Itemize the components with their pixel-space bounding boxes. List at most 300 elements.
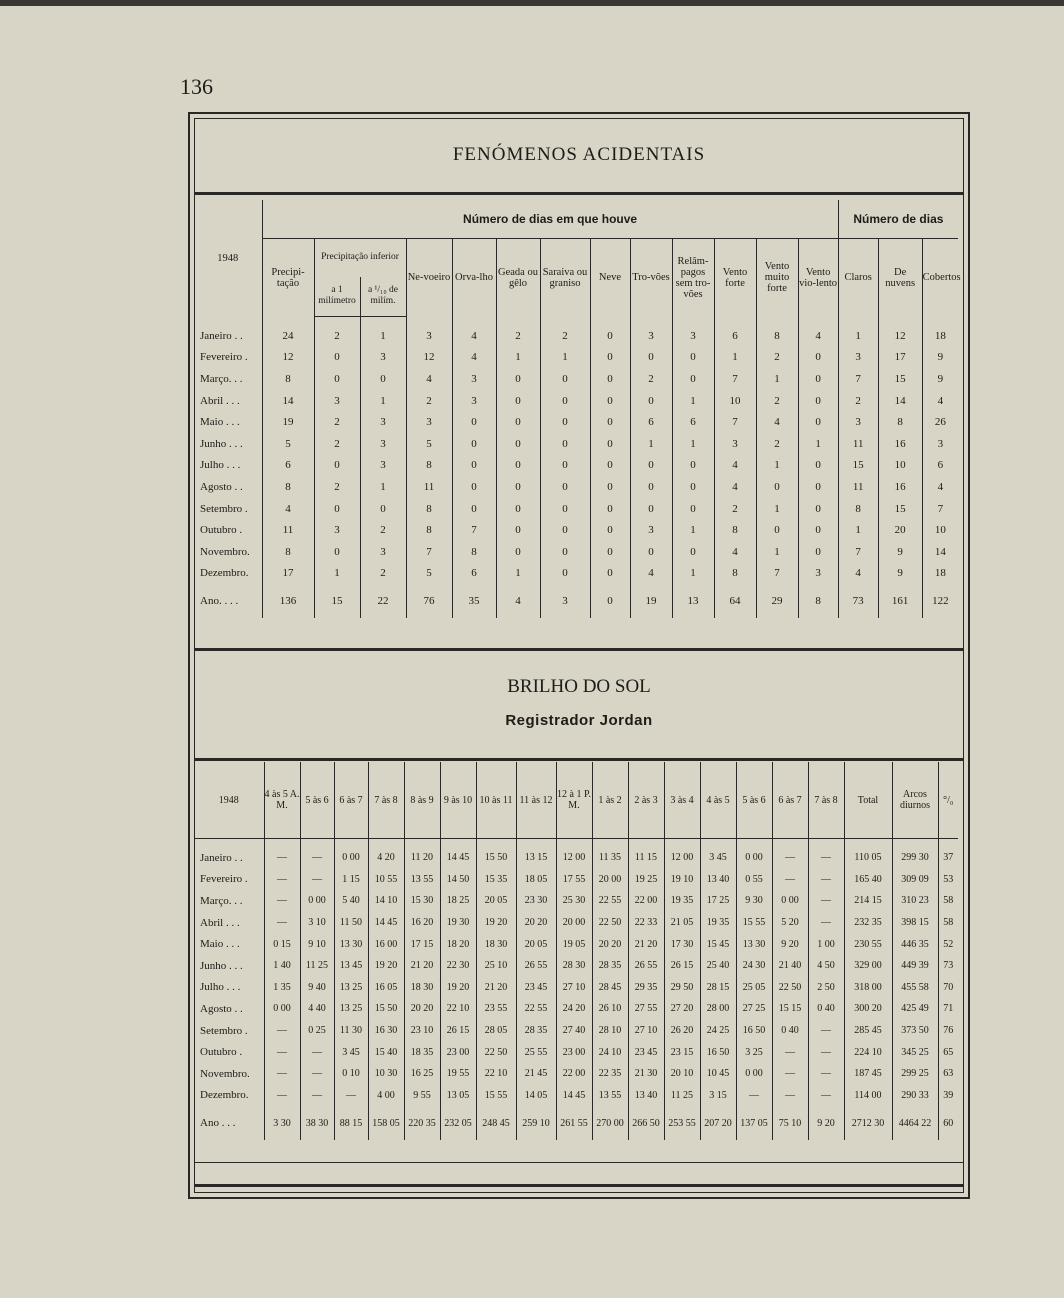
table-cell: 11 20 bbox=[404, 847, 440, 869]
table-cell: 3 bbox=[360, 411, 406, 433]
table-cell: 0 bbox=[314, 541, 360, 563]
year-header: 1948 bbox=[217, 252, 239, 264]
table-cell: 38 30 bbox=[300, 1106, 334, 1140]
table-cell: — bbox=[772, 869, 808, 891]
table-cell: 0 bbox=[756, 476, 798, 498]
table-cell: 22 30 bbox=[440, 955, 476, 977]
table-cell: 18 35 bbox=[404, 1041, 440, 1063]
table-cell: 16 50 bbox=[700, 1041, 736, 1063]
table-cell: 28 35 bbox=[516, 1020, 556, 1042]
table-cell: 0 bbox=[756, 519, 798, 541]
table-cell: 0 bbox=[452, 498, 496, 520]
table-cell: 4 bbox=[452, 347, 496, 369]
table-cell: 0 bbox=[590, 368, 630, 390]
table-cell: 4 bbox=[798, 325, 838, 347]
table-cell: 12 00 bbox=[664, 847, 700, 869]
row-label: Fevereiro . bbox=[200, 873, 248, 886]
table-cell: 0 bbox=[798, 476, 838, 498]
table-cell: 0 bbox=[590, 563, 630, 585]
table-cell: 3 bbox=[540, 584, 590, 618]
table-cell: 0 bbox=[360, 498, 406, 520]
table-row bbox=[194, 869, 958, 891]
table-cell: 14 45 bbox=[440, 847, 476, 869]
table-cell: 15 15 bbox=[772, 998, 808, 1020]
table-cell: — bbox=[808, 1085, 844, 1107]
table-cell: 232 05 bbox=[440, 1106, 476, 1140]
table-cell: 1 bbox=[496, 347, 540, 369]
table-cell: 6 bbox=[630, 411, 672, 433]
row-label: Maio . . . bbox=[200, 938, 240, 951]
table-cell: 1 bbox=[672, 519, 714, 541]
table-cell: 1 bbox=[672, 433, 714, 455]
table-cell: 0 bbox=[452, 476, 496, 498]
table-cell: 8 bbox=[756, 325, 798, 347]
table-cell: 0 bbox=[590, 347, 630, 369]
table-row bbox=[194, 455, 958, 477]
table-cell: 0 10 bbox=[334, 1063, 368, 1085]
table-cell: 4464 22 bbox=[892, 1106, 938, 1140]
table-cell: 15 bbox=[878, 368, 922, 390]
table-cell: 16 50 bbox=[736, 1020, 772, 1042]
table-cell: 23 00 bbox=[556, 1041, 592, 1063]
table-cell: 12 bbox=[262, 347, 314, 369]
table-cell: 3 10 bbox=[300, 912, 334, 934]
table-cell: 88 15 bbox=[334, 1106, 368, 1140]
table-cell: 14 bbox=[922, 541, 958, 563]
table-cell: 25 30 bbox=[556, 890, 592, 912]
table-cell: 13 55 bbox=[404, 869, 440, 891]
table-cell: 24 25 bbox=[700, 1020, 736, 1042]
table-cell: 4 bbox=[922, 476, 958, 498]
col-header: Precipi-tação bbox=[262, 239, 314, 317]
table-cell: 1 bbox=[756, 498, 798, 520]
table-row bbox=[194, 1020, 958, 1042]
table-cell: 13 05 bbox=[440, 1085, 476, 1107]
group-header-days-with: Número de dias em que houve bbox=[262, 200, 838, 239]
table-cell: 19 bbox=[262, 411, 314, 433]
row-label: Novembro. bbox=[200, 545, 250, 558]
table-cell: 52 bbox=[938, 933, 958, 955]
table-cell: 76 bbox=[938, 1020, 958, 1042]
table-cell: 26 15 bbox=[440, 1020, 476, 1042]
table-cell: 114 00 bbox=[844, 1085, 892, 1107]
table-cell: 0 40 bbox=[772, 1020, 808, 1042]
table-cell: — bbox=[264, 890, 300, 912]
table-cell: 4 20 bbox=[368, 847, 404, 869]
table-cell: 4 bbox=[714, 541, 756, 563]
col-header: Relâm-pagos sem tro-vões bbox=[672, 239, 714, 317]
table-cell: 15 50 bbox=[476, 847, 516, 869]
table-cell: 58 bbox=[938, 912, 958, 934]
table-row bbox=[194, 1041, 958, 1063]
col-header: 8 às 9 bbox=[404, 762, 440, 839]
table-row bbox=[194, 433, 958, 455]
table-cell: 13 25 bbox=[334, 977, 368, 999]
table-cell: 3 bbox=[406, 411, 452, 433]
table-cell: 3 bbox=[714, 433, 756, 455]
table-cell: 4 40 bbox=[300, 998, 334, 1020]
table-cell: 9 20 bbox=[772, 933, 808, 955]
table-cell: 7 bbox=[922, 498, 958, 520]
table-cell: 28 10 bbox=[592, 1020, 628, 1042]
table-cell: 20 00 bbox=[556, 912, 592, 934]
table-cell: 13 40 bbox=[628, 1085, 664, 1107]
table-cell: 9 55 bbox=[404, 1085, 440, 1107]
table-cell: 23 00 bbox=[440, 1041, 476, 1063]
table-cell: 19 35 bbox=[700, 912, 736, 934]
table-cell: 9 bbox=[878, 563, 922, 585]
table-cell: 17 bbox=[262, 563, 314, 585]
table-cell: 65 bbox=[938, 1041, 958, 1063]
table-cell: 4 00 bbox=[368, 1085, 404, 1107]
table-cell: 11 bbox=[838, 433, 878, 455]
table-cell: — bbox=[808, 1063, 844, 1085]
table-cell: 161 bbox=[878, 584, 922, 618]
table-cell: 13 15 bbox=[516, 847, 556, 869]
fenomenos-table bbox=[194, 200, 961, 618]
table-cell: 28 30 bbox=[556, 955, 592, 977]
table-cell: — bbox=[808, 869, 844, 891]
table-cell: 18 05 bbox=[516, 869, 556, 891]
table-cell: 2 bbox=[714, 498, 756, 520]
col-header: Tro-vões bbox=[630, 239, 672, 317]
table-cell: 0 bbox=[798, 519, 838, 541]
col-header: Neve bbox=[590, 239, 630, 317]
col-header: Orva-lho bbox=[452, 239, 496, 317]
table-cell: 10 bbox=[714, 390, 756, 412]
table-cell: 4 bbox=[262, 498, 314, 520]
table-cell: 425 49 bbox=[892, 998, 938, 1020]
table-cell: 0 bbox=[798, 368, 838, 390]
table-cell: 21 20 bbox=[628, 933, 664, 955]
table-cell: 73 bbox=[938, 955, 958, 977]
table-cell: 1 bbox=[496, 563, 540, 585]
table-cell: 9 bbox=[922, 368, 958, 390]
table-cell: 11 15 bbox=[628, 847, 664, 869]
table-cell: 8 bbox=[878, 411, 922, 433]
table-cell: 27 40 bbox=[556, 1020, 592, 1042]
table-cell: 1 00 bbox=[808, 933, 844, 955]
table-cell: 455 58 bbox=[892, 977, 938, 999]
table-cell: 1 bbox=[540, 347, 590, 369]
row-label: Julho . . . bbox=[200, 981, 241, 994]
table-cell: 7 bbox=[714, 411, 756, 433]
col-header: 5 às 6 bbox=[300, 762, 334, 839]
table-cell: 1 bbox=[672, 563, 714, 585]
table-cell: 1 15 bbox=[334, 869, 368, 891]
table-cell: 14 10 bbox=[368, 890, 404, 912]
row-label: Outubro . bbox=[200, 524, 243, 537]
table-cell: 0 00 bbox=[334, 847, 368, 869]
table-cell: 24 30 bbox=[736, 955, 772, 977]
table-cell: 345 25 bbox=[892, 1041, 938, 1063]
table-cell: — bbox=[264, 1020, 300, 1042]
table-cell: 24 20 bbox=[556, 998, 592, 1020]
table-cell: 21 30 bbox=[628, 1063, 664, 1085]
table-cell: 137 05 bbox=[736, 1106, 772, 1140]
table-cell: 8 bbox=[262, 541, 314, 563]
table-cell: 300 20 bbox=[844, 998, 892, 1020]
table-cell: 0 bbox=[672, 541, 714, 563]
table-cell: 0 bbox=[540, 519, 590, 541]
table-row bbox=[194, 955, 958, 977]
table-cell: 76 bbox=[406, 584, 452, 618]
table-cell: 8 bbox=[714, 519, 756, 541]
table-cell: 0 bbox=[590, 411, 630, 433]
table-cell: 1 35 bbox=[264, 977, 300, 999]
table-cell: 3 bbox=[922, 433, 958, 455]
row-label: Janeiro . . bbox=[200, 851, 243, 864]
table-cell: 0 bbox=[314, 347, 360, 369]
table-cell: 35 bbox=[452, 584, 496, 618]
table-cell: 0 bbox=[798, 347, 838, 369]
table-cell: 14 45 bbox=[556, 1085, 592, 1107]
table-cell: 318 00 bbox=[844, 977, 892, 999]
table-cell: 37 bbox=[938, 847, 958, 869]
table-cell: 285 45 bbox=[844, 1020, 892, 1042]
table-cell: 19 20 bbox=[440, 977, 476, 999]
table-cell: 20 20 bbox=[516, 912, 556, 934]
table-cell: 0 bbox=[496, 455, 540, 477]
table-cell: 22 10 bbox=[440, 998, 476, 1020]
table-cell: 11 25 bbox=[300, 955, 334, 977]
table-cell: 20 10 bbox=[664, 1063, 700, 1085]
col-header: 9 às 10 bbox=[440, 762, 476, 839]
table-row bbox=[194, 912, 958, 934]
table-cell: 3 bbox=[314, 390, 360, 412]
table-cell: 10 30 bbox=[368, 1063, 404, 1085]
table-cell: 15 bbox=[838, 455, 878, 477]
table-cell: 1 bbox=[798, 433, 838, 455]
section-subtitle-jordan: Registrador Jordan bbox=[505, 712, 653, 729]
table-cell: 1 bbox=[360, 325, 406, 347]
table-cell: 248 45 bbox=[476, 1106, 516, 1140]
table-cell: 0 bbox=[590, 390, 630, 412]
table-cell: 16 05 bbox=[368, 977, 404, 999]
table-row bbox=[194, 498, 958, 520]
table-cell: 4 bbox=[714, 455, 756, 477]
table-cell: 3 30 bbox=[264, 1106, 300, 1140]
table-cell: 28 15 bbox=[700, 977, 736, 999]
table-cell: — bbox=[264, 912, 300, 934]
table-cell: 29 bbox=[756, 584, 798, 618]
table-cell: — bbox=[808, 912, 844, 934]
col-header: 6 às 7 bbox=[772, 762, 808, 839]
table-row bbox=[194, 411, 958, 433]
table-cell: — bbox=[808, 1041, 844, 1063]
col-header: 10 às 11 bbox=[476, 762, 516, 839]
table-cell: 19 10 bbox=[664, 869, 700, 891]
table-cell: 27 55 bbox=[628, 998, 664, 1020]
table-cell: 0 bbox=[496, 411, 540, 433]
table-cell: 1 bbox=[756, 455, 798, 477]
table-cell: 9 10 bbox=[300, 933, 334, 955]
row-label: Setembro . bbox=[200, 1024, 248, 1037]
table-cell: 39 bbox=[938, 1085, 958, 1107]
table-cell: 27 10 bbox=[628, 1020, 664, 1042]
table-cell: 15 55 bbox=[736, 912, 772, 934]
table-cell: — bbox=[334, 1085, 368, 1107]
table-cell: 27 20 bbox=[664, 998, 700, 1020]
table-cell: 11 35 bbox=[592, 847, 628, 869]
table-cell: 449 39 bbox=[892, 955, 938, 977]
col-header: 4 às 5 bbox=[700, 762, 736, 839]
table-cell: 26 20 bbox=[664, 1020, 700, 1042]
table-cell: 8 bbox=[262, 476, 314, 498]
table-cell: 9 40 bbox=[300, 977, 334, 999]
table-cell: 0 00 bbox=[736, 847, 772, 869]
table-cell: 9 30 bbox=[736, 890, 772, 912]
table-cell: 4 bbox=[838, 563, 878, 585]
table-cell: 70 bbox=[938, 977, 958, 999]
table-cell: 17 15 bbox=[404, 933, 440, 955]
row-label: Junho . . . bbox=[200, 959, 243, 972]
table-cell: 25 10 bbox=[476, 955, 516, 977]
table-cell: — bbox=[264, 1041, 300, 1063]
table-cell: 15 30 bbox=[404, 890, 440, 912]
table-cell: 290 33 bbox=[892, 1085, 938, 1107]
table-cell: 1 bbox=[756, 368, 798, 390]
table-cell: 0 bbox=[590, 325, 630, 347]
table-cell: 17 25 bbox=[700, 890, 736, 912]
table-cell: 2 bbox=[756, 433, 798, 455]
section-title-brilho: BRILHO DO SOL bbox=[507, 676, 651, 697]
table-cell: 1 bbox=[360, 390, 406, 412]
year-header: 1948 bbox=[194, 762, 264, 839]
table-cell: 11 50 bbox=[334, 912, 368, 934]
col-header: Vento vio-lento bbox=[798, 239, 838, 317]
table-cell: 446 35 bbox=[892, 933, 938, 955]
table-row bbox=[194, 541, 958, 563]
row-label: Dezembro. bbox=[200, 1089, 249, 1102]
table-cell: 15 45 bbox=[700, 933, 736, 955]
table-cell: 2712 30 bbox=[844, 1106, 892, 1140]
table-cell: 21 40 bbox=[772, 955, 808, 977]
table-cell: 4 bbox=[922, 390, 958, 412]
table-row bbox=[194, 1063, 958, 1085]
table-row bbox=[194, 347, 958, 369]
table-row bbox=[194, 977, 958, 999]
table-cell: 7 bbox=[838, 368, 878, 390]
table-cell: 23 55 bbox=[476, 998, 516, 1020]
table-cell: 6 bbox=[262, 455, 314, 477]
table-cell: 3 bbox=[406, 325, 452, 347]
table-row bbox=[194, 563, 958, 585]
table-cell: 23 45 bbox=[628, 1041, 664, 1063]
table-cell: 1 bbox=[756, 541, 798, 563]
table-cell: — bbox=[300, 847, 334, 869]
table-cell: 15 50 bbox=[368, 998, 404, 1020]
table-cell: 0 bbox=[630, 390, 672, 412]
table-cell: 20 20 bbox=[404, 998, 440, 1020]
table-cell: 9 20 bbox=[808, 1106, 844, 1140]
table-cell: 16 25 bbox=[404, 1063, 440, 1085]
table-cell: 4 bbox=[406, 368, 452, 390]
table-cell: 12 00 bbox=[556, 847, 592, 869]
table-cell: 7 bbox=[714, 368, 756, 390]
table-cell: 0 bbox=[798, 541, 838, 563]
table-row bbox=[194, 325, 958, 347]
table-cell: 26 15 bbox=[664, 955, 700, 977]
table-cell: 1 bbox=[314, 563, 360, 585]
table-cell: 0 25 bbox=[300, 1020, 334, 1042]
table-cell: 373 50 bbox=[892, 1020, 938, 1042]
table-cell: 10 55 bbox=[368, 869, 404, 891]
table-cell: 0 bbox=[798, 498, 838, 520]
col-header: 3 às 4 bbox=[664, 762, 700, 839]
col-header: °/₀ bbox=[938, 762, 958, 839]
table-cell: — bbox=[300, 869, 334, 891]
table-cell: 0 bbox=[630, 347, 672, 369]
table-cell: 23 45 bbox=[516, 977, 556, 999]
table-cell: — bbox=[264, 1085, 300, 1107]
table-cell: 23 10 bbox=[404, 1020, 440, 1042]
table-cell: 20 05 bbox=[476, 890, 516, 912]
table-cell: 0 bbox=[452, 433, 496, 455]
table-cell: 0 bbox=[540, 455, 590, 477]
row-label: Dezembro. bbox=[200, 567, 249, 580]
rule-bottom-a bbox=[194, 1162, 964, 1163]
table-cell: 0 bbox=[798, 455, 838, 477]
table-cell: — bbox=[772, 1063, 808, 1085]
table-cell: 11 bbox=[262, 519, 314, 541]
table-cell: 6 bbox=[452, 563, 496, 585]
table-cell: 28 05 bbox=[476, 1020, 516, 1042]
table-cell: 1 bbox=[838, 325, 878, 347]
row-label: Novembro. bbox=[200, 1067, 250, 1080]
table-cell: 259 10 bbox=[516, 1106, 556, 1140]
table-cell: 11 30 bbox=[334, 1020, 368, 1042]
col-header: De nuvens bbox=[878, 239, 922, 317]
table-cell: 0 bbox=[672, 368, 714, 390]
table-cell: 0 bbox=[360, 368, 406, 390]
row-label: Julho . . . bbox=[200, 459, 241, 472]
table-cell: — bbox=[264, 1063, 300, 1085]
table-cell: 224 10 bbox=[844, 1041, 892, 1063]
table-cell: 22 50 bbox=[592, 912, 628, 934]
table-cell: 0 00 bbox=[300, 890, 334, 912]
table-cell: 10 bbox=[878, 455, 922, 477]
table-cell: 11 bbox=[838, 476, 878, 498]
table-cell: 15 40 bbox=[368, 1041, 404, 1063]
table-cell: 15 35 bbox=[476, 869, 516, 891]
table-cell: 22 33 bbox=[628, 912, 664, 934]
col-header: a ¹/₁₀ de milím. bbox=[360, 277, 406, 317]
table-cell: 19 55 bbox=[440, 1063, 476, 1085]
table-cell: 3 bbox=[838, 347, 878, 369]
table-cell: 0 bbox=[590, 584, 630, 618]
table-cell: 7 bbox=[406, 541, 452, 563]
table-cell: 14 45 bbox=[368, 912, 404, 934]
table-cell: 4 bbox=[756, 411, 798, 433]
table-cell: 28 00 bbox=[700, 998, 736, 1020]
table-cell: 0 00 bbox=[736, 1063, 772, 1085]
table-cell: 1 40 bbox=[264, 955, 300, 977]
table-cell: 10 bbox=[922, 519, 958, 541]
table-cell: 4 bbox=[714, 476, 756, 498]
table-cell: 2 bbox=[314, 325, 360, 347]
table-cell: 0 bbox=[540, 498, 590, 520]
table-row bbox=[194, 1085, 958, 1107]
col-header: 2 às 3 bbox=[628, 762, 664, 839]
col-header: 11 às 12 bbox=[516, 762, 556, 839]
table-cell: 2 bbox=[314, 433, 360, 455]
row-label: Setembro . bbox=[200, 502, 248, 515]
precip-inferior-header: Precipitação inferior bbox=[314, 239, 406, 277]
table-cell: — bbox=[300, 1085, 334, 1107]
table-cell: 3 25 bbox=[736, 1041, 772, 1063]
table-cell: 13 25 bbox=[334, 998, 368, 1020]
